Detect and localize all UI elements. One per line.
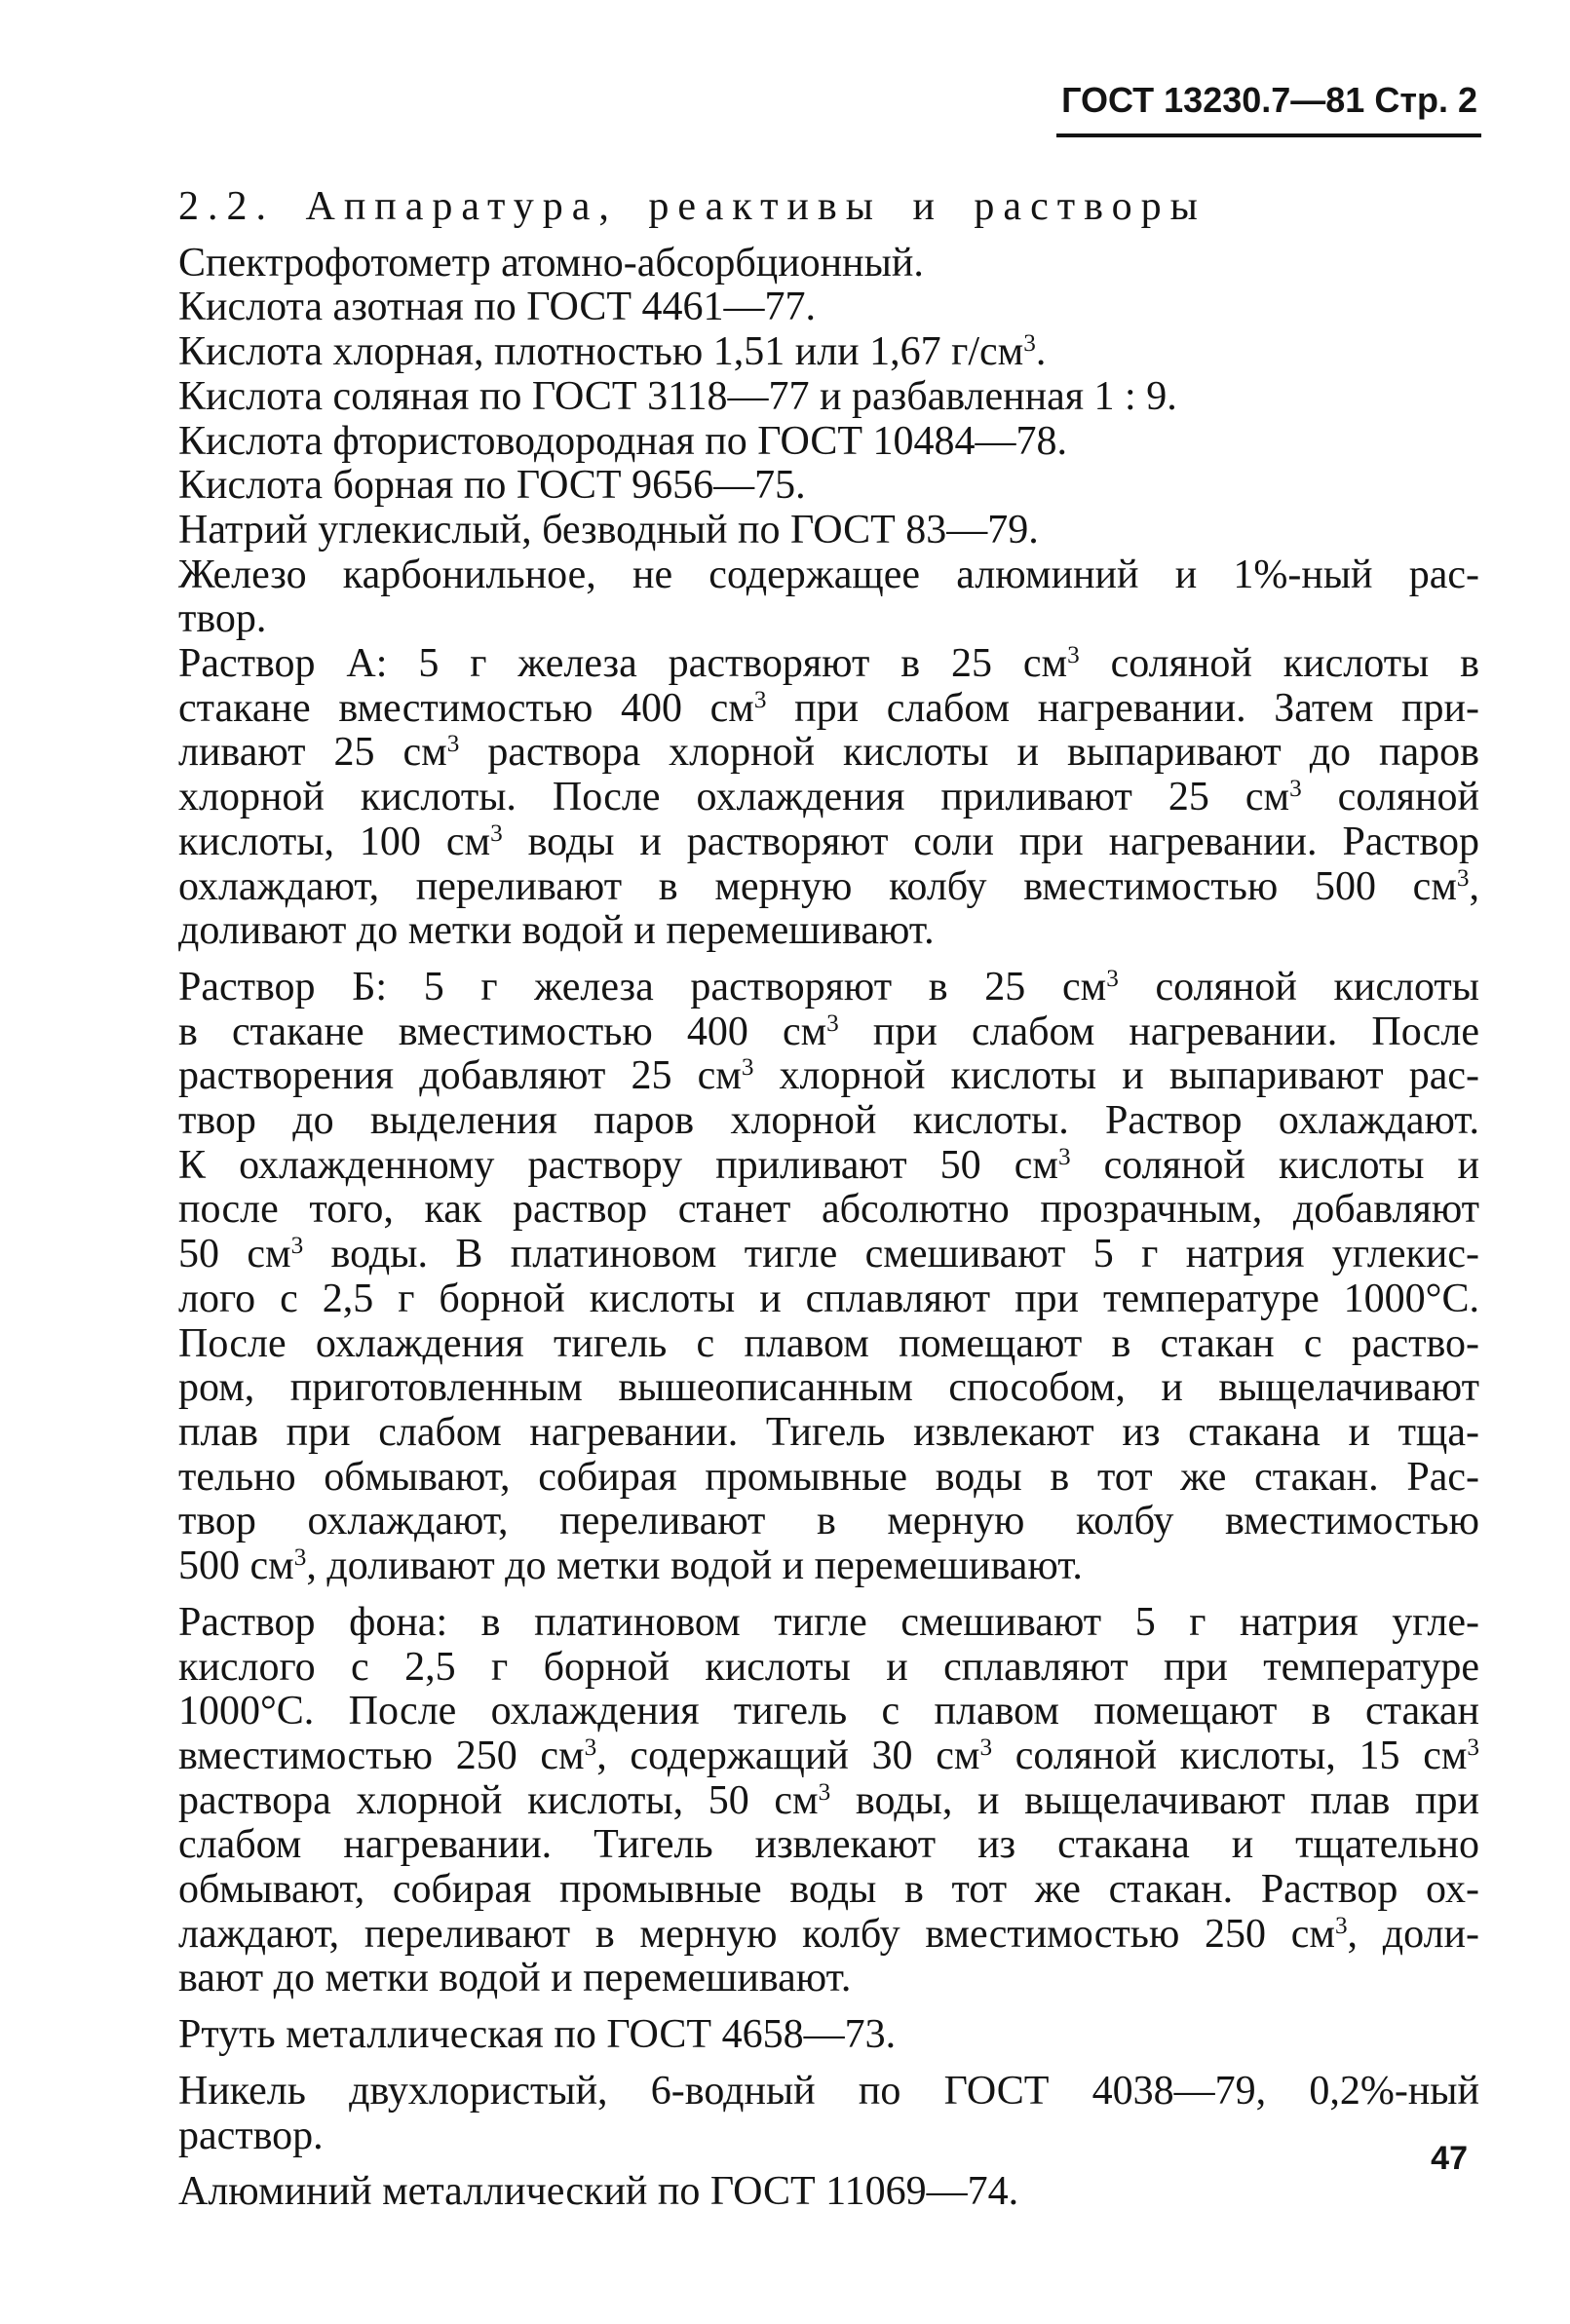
paragraph-line: Раствор фона: в платиновом тигле смешивают 5 г натрия угле- (178, 1599, 1479, 1645)
paragraph-line: обмывают, собирая промывные воды в тот же стакан. Раствор ох- (178, 1867, 1479, 1913)
standard-number: ГОСТ 13230.7—81 (1061, 80, 1365, 120)
paragraph-line: хлорной кислоты. После охлаждения приливают 25 $см^3$ соляной (178, 775, 1480, 820)
list-item: Кислота фтористоводородная по ГОСТ 10484—78. (178, 418, 1068, 464)
list-item: Кислота хлорная, плотностью 1,51 или 1,67 $г/см^3$. (178, 329, 1047, 375)
list-item: Кислота борная по ГОСТ 9656—75. (178, 463, 806, 509)
paragraph-line: кислого с 2,5 г борной кислоты и сплавляют при температуре (178, 1644, 1479, 1690)
section-heading: 2.2. Аппаратура, реактивы и растворы (178, 184, 1206, 229)
paragraph-line: твор. (178, 596, 267, 642)
paragraph-line: 1000°С. После охлаждения тигель с плавом помещают в стакан (178, 1689, 1479, 1734)
solution-a-paragraph (178, 642, 1479, 954)
paragraph-line: 500 $см^3$, доливают до метки водой и перемешивают. (178, 1543, 1083, 1589)
paragraph-line: доливают до метки водой и перемешивают. (178, 908, 935, 954)
paragraph-line: твор до выделения паров хлорной кислоты. Раствор охлаждают. (178, 1098, 1479, 1144)
page-number: 47 (1431, 2140, 1468, 2177)
paragraph-line: тельно обмывают, собирая промывные воды в тот же стакан. Рас- (178, 1454, 1479, 1500)
page-header (1061, 80, 1477, 121)
paragraph-line: раствор. (178, 2113, 324, 2158)
nickel-paragraph (178, 2070, 1479, 2158)
background-solution-paragraph (178, 1601, 1479, 2001)
paragraph-line: лаждают, переливают в мерную колбу вместимостью 250 $см^3$, доли- (178, 1911, 1479, 1957)
aluminum-item: Алюминий металлический по ГОСТ 11069—74. (178, 2169, 1019, 2215)
paragraph-line: после того, как раствор станет абсолютно прозрачным, добавляют (178, 1187, 1479, 1233)
paragraph-line: слабом нагревании. Тигель извлекают из стакана и тщательно (178, 1822, 1479, 1868)
paragraph-line: ливают 25 $см^3$ раствора хлорной кислоты и выпаривают до паров (178, 730, 1479, 776)
paragraph-line: в стакане вместимостью 400 $см^3$ при слабом нагревании. После (178, 1009, 1479, 1054)
paragraph-line: плав при слабом нагревании. Тигель извлекают из стакана и тща- (178, 1409, 1479, 1455)
list-item: Кислота соляная по ГОСТ 3118—77 и разбавленная 1 : 9. (178, 373, 1177, 419)
paragraph-line: раствора хлорной кислоты, 50 $см^3$ воды, и выщелачивают плав при (178, 1777, 1479, 1823)
page-label: Стр. 2 (1374, 80, 1477, 120)
paragraph-line: Раствор А: 5 г железа растворяют в 25 $см^3$ соляной кислоты в (178, 641, 1479, 687)
paragraph-line: твор охлаждают, переливают в мерную колбу вместимостью (178, 1499, 1479, 1544)
paragraph-line: растворения добавляют 25 $см^3$ хлорной кислоты и выпаривают рас- (178, 1053, 1479, 1099)
paragraph-line: Никель двухлористый, 6-водный по ГОСТ 4038—79, 0,2%-ный (178, 2068, 1479, 2114)
mercury-item: Ртуть металлическая по ГОСТ 4658—73. (178, 2012, 897, 2058)
paragraph-line: стакане вместимостью 400 $см^3$ при слабом нагревании. Затем при- (178, 685, 1479, 731)
paragraph-line: кислоты, 100 $см^3$ воды и растворяют соли при нагревании. Раствор (178, 819, 1479, 864)
header-rule (1056, 133, 1481, 137)
paragraph-line: охлаждают, переливают в мерную колбу вместимостью 500 $см^3$, (178, 863, 1479, 909)
paragraph-line: Железо карбонильное, не содержащее алюминий и 1%-ный рас- (178, 552, 1479, 597)
iron-paragraph (178, 553, 1479, 642)
paragraph-line: Раствор Б: 5 г железа растворяют в 25 $см^3$ соляной кислоты (178, 964, 1480, 1010)
list-item: Кислота азотная по ГОСТ 4461—77. (178, 285, 816, 330)
paragraph-line: К охлажденному раствору приливают 50 $см^3$ соляной кислоты и (178, 1142, 1479, 1188)
document-body (178, 185, 1479, 2215)
paragraph-line: лого с 2,5 г борной кислоты и сплавляют при температуре 1000°С. (178, 1276, 1479, 1321)
list-item: Спектрофотометр атомно-абсорбционный. (178, 240, 924, 286)
paragraph-line: После охлаждения тигель с плавом помещают в стакан с раство- (178, 1320, 1479, 1366)
paragraph-line: 50 $см^3$ воды. В платиновом тигле смешивают 5 г натрия углекис- (178, 1232, 1479, 1277)
paragraph-line: ром, приготовленным вышеописанным способом, и выщелачивают (178, 1365, 1479, 1411)
paragraph-line: вают до метки водой и перемешивают. (178, 1956, 852, 2001)
paragraph-line: вместимостью 250 $см^3$, содержащий 30 $см^3$ соляной кислоты, 15 $см^3$ (178, 1733, 1480, 1778)
solution-b-paragraph (178, 966, 1479, 1589)
reagent-list (178, 242, 1479, 553)
list-item: Натрий углекислый, безводный по ГОСТ 83—79. (178, 507, 1039, 552)
